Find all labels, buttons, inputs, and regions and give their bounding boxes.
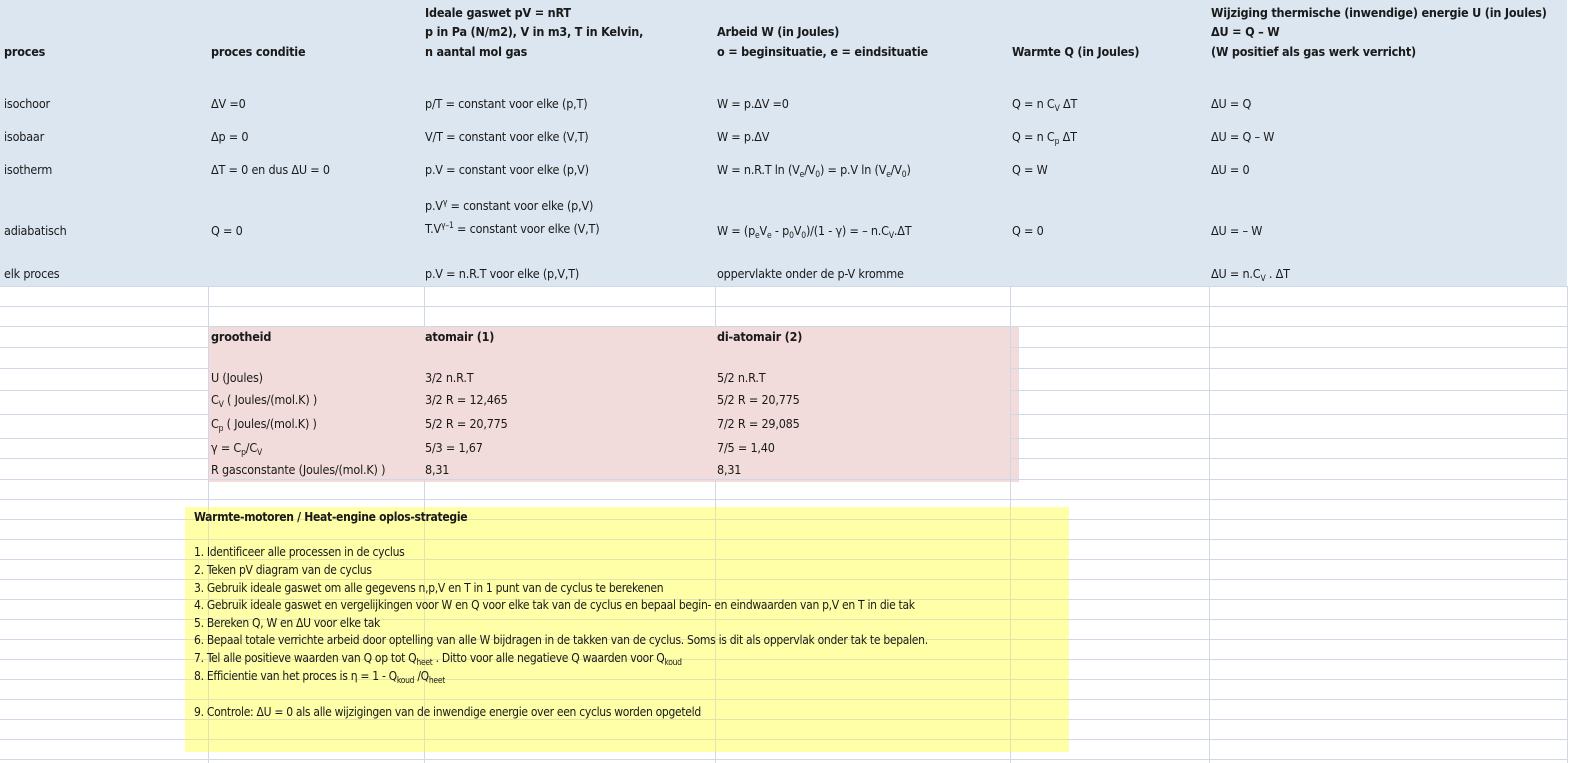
header-conditie: proces conditie	[211, 44, 306, 59]
gas-header-diatomair: di-atomair (2)	[717, 329, 803, 344]
strategy-step-8: 8. Efficientie van het proces is $\eta = 1 - Q_{koud}$ $/Q_{heet}$	[194, 669, 445, 686]
strategy-step-5: 5. Bereken Q, W en ΔU voor elke tak	[194, 616, 381, 630]
gridline-row	[1010, 438, 1567, 439]
gridline-row	[185, 739, 1069, 740]
gas-diatomair-r[interactable]: 8,31	[717, 462, 742, 477]
gas-atomair-r[interactable]: 8,31	[425, 462, 450, 477]
gridline-col	[1010, 507, 1011, 752]
gridline-row	[0, 286, 1567, 287]
strategy-step-3: 3. Gebruik ideale gaswet om alle gegevens n,p,V en T in 1 punt van de cyclus te berekenen	[194, 581, 664, 595]
header-gaswet-3: n aantal mol gas	[425, 44, 528, 59]
gas-label-u[interactable]: U (Joules)	[211, 370, 263, 385]
strategy-step-2: 2. Teken pV diagram van de cyclus	[194, 563, 372, 577]
gas-diatomair-gamma[interactable]: 7/5 = 1,40	[717, 440, 775, 455]
strategy-step-7: 7. Tel alle positieve waarden van Q op tot $Q_{heet}$ . Ditto voor alle negatieve Q waarden voor $Q_{koud}$	[194, 651, 682, 668]
gridline-row	[0, 759, 1567, 760]
header-gaswet-2: p in Pa (N/m2), V in m3, T in Kelvin,	[425, 24, 644, 39]
cell-conditie-isochoor[interactable]: ΔV =0	[211, 96, 246, 111]
cell-proces-isobaar[interactable]: isobaar	[4, 129, 45, 144]
cell-warmte-isotherm[interactable]: Q = W	[1012, 162, 1048, 177]
gridline-row	[0, 390, 209, 391]
gridline-row	[185, 539, 1069, 540]
cell-arbeid-isobaar[interactable]: W = p.ΔV	[717, 129, 770, 144]
gas-table-background	[209, 326, 1019, 482]
gridline-col	[424, 286, 425, 326]
strategy-step-4: 4. Gebruik ideale gaswet en vergelijkingen voor W en Q voor elke tak van de cyclus en bepaal begin- en eindwaarden van p,V en T in die tak	[194, 598, 915, 612]
gridline-row	[1010, 347, 1567, 348]
gas-header-grootheid: grootheid	[211, 329, 272, 344]
gas-label-cv[interactable]: $C_V$ ( Joules/(mol.K) )	[211, 392, 318, 410]
gridline-row	[185, 579, 1069, 580]
gas-label-gamma[interactable]: $\gamma = C_p/C_V$	[211, 440, 263, 458]
gas-label-cp[interactable]: $C_p$ ( Joules/(mol.K) )	[211, 416, 317, 434]
cell-warmte-isochoor[interactable]: Q = n $C_V$ ΔT	[1012, 96, 1078, 114]
cell-gaswet-adiabatisch-1[interactable]: $p.V^\gamma$ = constant voor elke (p,V)	[425, 198, 594, 213]
gas-diatomair-cv[interactable]: 5/2 R = 20,775	[717, 392, 800, 407]
gridline-row	[1010, 390, 1567, 391]
cell-conditie-isobaar[interactable]: Δp = 0	[211, 129, 249, 144]
gas-atomair-gamma[interactable]: 5/3 = 1,67	[425, 440, 483, 455]
header-arbeid-1: Arbeid W (in Joules)	[717, 24, 840, 39]
header-proces: proces	[4, 44, 46, 59]
cell-warmte-adiabatisch[interactable]: Q = 0	[1012, 223, 1044, 238]
cell-energie-elk[interactable]: $\Delta U = n.C_V$ . ΔT	[1211, 266, 1290, 284]
gas-diatomair-cp[interactable]: 7/2 R = 29,085	[717, 416, 800, 431]
cell-arbeid-isochoor[interactable]: W = p.ΔV =0	[717, 96, 789, 111]
gas-header-atomair: atomair (1)	[425, 329, 495, 344]
header-arbeid-2: o = beginsituatie, e = eindsituatie	[717, 44, 928, 59]
cell-proces-isotherm[interactable]: isotherm	[4, 162, 53, 177]
cell-gaswet-isobaar[interactable]: V/T = constant voor elke (V,T)	[425, 129, 589, 144]
gridline-col	[715, 286, 716, 326]
gridline-row	[0, 438, 209, 439]
header-energie-2: ΔU = Q – W	[1211, 24, 1280, 39]
cell-energie-isochoor[interactable]: ΔU = Q	[1211, 96, 1252, 111]
gridline-row	[185, 699, 1069, 700]
gas-atomair-cp[interactable]: 5/2 R = 20,775	[425, 416, 508, 431]
gridline-row	[0, 458, 209, 459]
gridline-row	[0, 414, 209, 415]
gridline-row	[1010, 414, 1567, 415]
gridline-col	[715, 507, 716, 752]
gridline-row	[0, 326, 1567, 327]
gridline-col	[1567, 286, 1568, 763]
cell-arbeid-adiabatisch[interactable]: $W = (p_eV_e - p_0V_0)/(1 - \gamma)$ = – $n.C_V.\Delta T$	[717, 223, 912, 241]
gridline-row	[0, 306, 1567, 307]
strategy-step-1: 1. Identificeer alle processen in de cyclus	[194, 545, 405, 559]
strategy-step-9: 9. Controle: ΔU = 0 als alle wijzigingen van de inwendige energie over een cyclus worden opgeteld	[194, 705, 701, 719]
gas-diatomair-u[interactable]: 5/2 n.R.T	[717, 370, 766, 385]
cell-proces-adiabatisch[interactable]: adiabatisch	[4, 223, 67, 238]
gridline-row	[1010, 458, 1567, 459]
cell-proces-elk[interactable]: elk proces	[4, 266, 60, 281]
header-warmte: Warmte Q (in Joules)	[1012, 44, 1140, 59]
cell-gaswet-isochoor[interactable]: p/T = constant voor elke (p,T)	[425, 96, 588, 111]
strategy-title: Warmte-motoren / Heat-engine oplos-strategie	[194, 510, 468, 524]
gridline-row	[0, 479, 1567, 480]
gridline-row	[0, 347, 209, 348]
cell-arbeid-isotherm[interactable]: W = n.R.T $\ln (V_e/V_0) = p.V$ $\ln (V_e/V_0)$	[717, 162, 911, 180]
cell-energie-isobaar[interactable]: ΔU = Q – W	[1211, 129, 1275, 144]
header-energie-1: Wijziging thermische (inwendige) energie U (in Joules)	[1211, 5, 1547, 20]
gas-atomair-u[interactable]: 3/2 n.R.T	[425, 370, 474, 385]
cell-energie-isotherm[interactable]: ΔU = 0	[1211, 162, 1250, 177]
gridline-row	[0, 499, 1567, 500]
cell-arbeid-elk[interactable]: oppervlakte onder de p-V kromme	[717, 266, 904, 281]
strategy-step-6: 6. Bepaal totale verrichte arbeid door optelling van alle W bijdragen in de takken van de cyclus. Soms is dit als oppervlak onder tak te bepalen.	[194, 633, 928, 647]
cell-gaswet-isotherm[interactable]: p.V = constant voor elke (p,V)	[425, 162, 589, 177]
cell-energie-adiabatisch[interactable]: ΔU = – W	[1211, 223, 1263, 238]
cell-conditie-adiabatisch[interactable]: Q = 0	[211, 223, 243, 238]
cell-proces-isochoor[interactable]: isochoor	[4, 96, 50, 111]
gridline-col	[1209, 286, 1210, 763]
header-energie-3: (W positief als gas werk verricht)	[1211, 44, 1416, 59]
gas-atomair-cv[interactable]: 3/2 R = 12,465	[425, 392, 508, 407]
gridline-row	[0, 368, 209, 369]
gas-label-r[interactable]: R gasconstante (Joules/(mol.K) )	[211, 462, 386, 477]
cell-conditie-isotherm[interactable]: ΔT = 0 en dus ΔU = 0	[211, 162, 330, 177]
header-gaswet-1: Ideale gaswet pV = nRT	[425, 5, 571, 20]
cell-warmte-isobaar[interactable]: Q = n $C_p$ ΔT	[1012, 129, 1077, 147]
cell-gaswet-adiabatisch-2[interactable]: $T.V^{\gamma-1}$ = constant voor elke (V,T)	[425, 221, 600, 236]
gridline-row	[1010, 368, 1567, 369]
cell-gaswet-elk[interactable]: p.V = n.R.T voor elke (p,V,T)	[425, 266, 580, 281]
